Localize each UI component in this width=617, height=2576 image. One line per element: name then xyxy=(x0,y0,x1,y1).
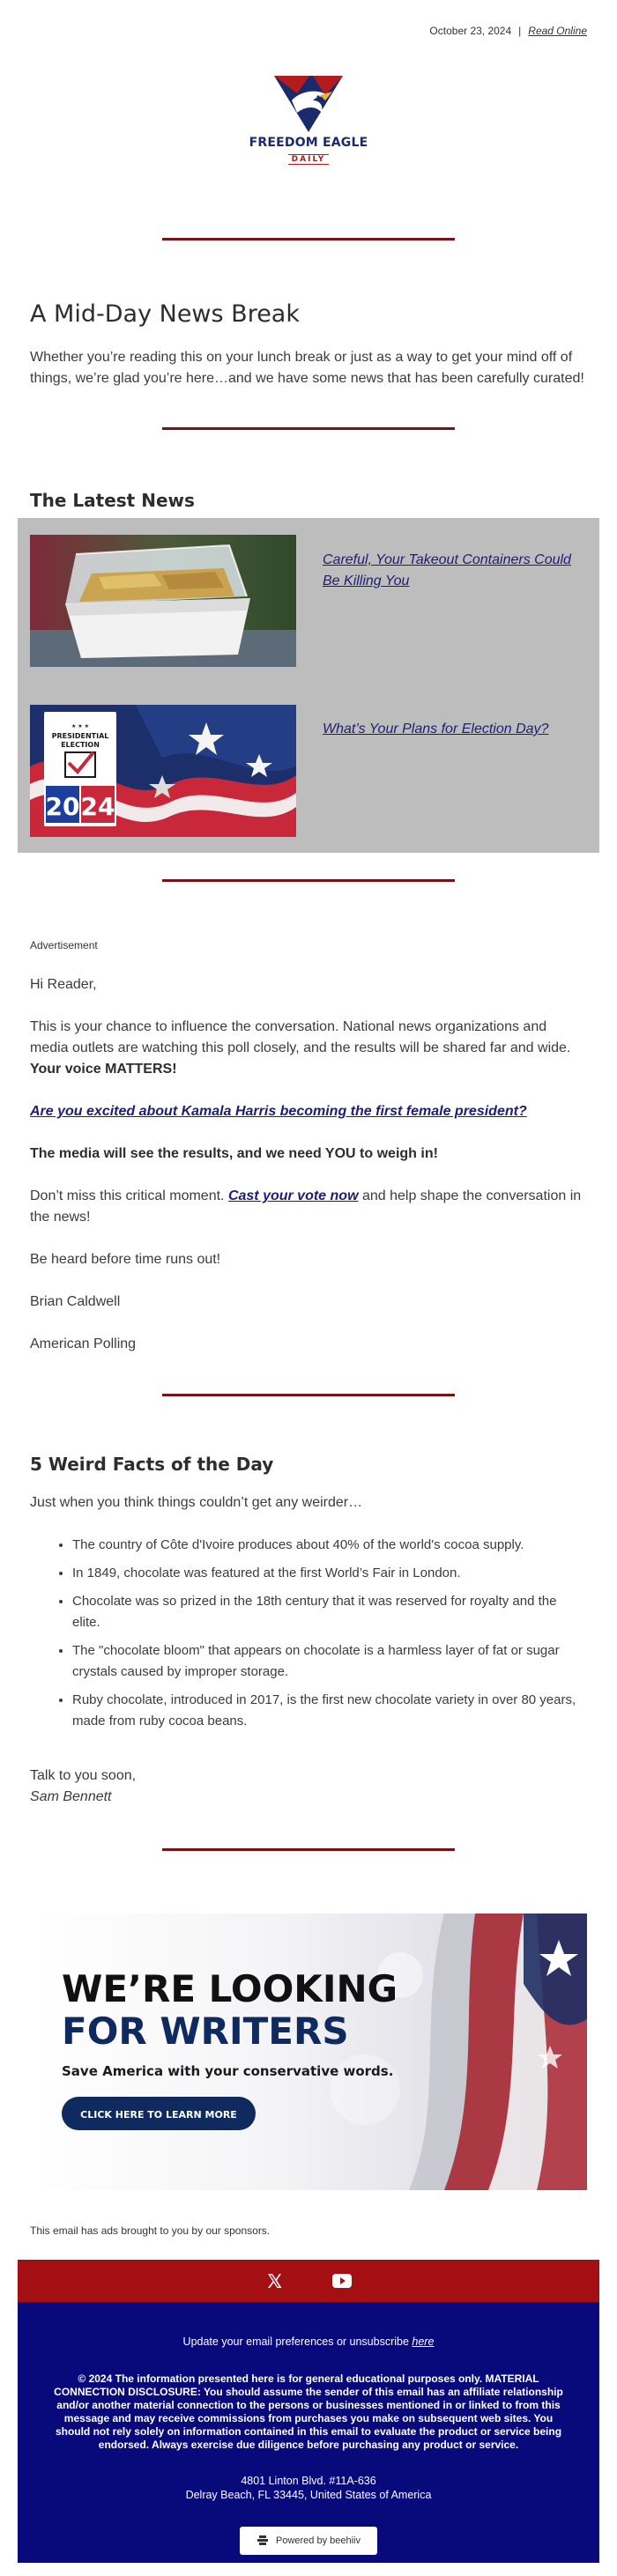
issue-date: October 23, 2024 xyxy=(429,25,512,37)
fact-item: • The "chocolate bloom" that appears on chocolate is a harmless layer of fat or sugar crystals caused by improper storage. xyxy=(72,1640,587,1683)
latest-news-title: The Latest News xyxy=(30,490,195,511)
unsubscribe-link[interactable]: here xyxy=(412,2335,435,2348)
ad-voice-matters: Your voice MATTERS! xyxy=(30,1062,177,1077)
writers-cta[interactable]: CLICK HERE TO LEARN MORE xyxy=(80,2109,237,2121)
divider-rule xyxy=(162,1394,455,1396)
brand-logo xyxy=(238,74,379,171)
top-bar xyxy=(0,0,617,35)
election-day-image[interactable] xyxy=(30,705,296,837)
election-year-left: 20 xyxy=(45,792,80,821)
youtube-icon[interactable] xyxy=(332,2274,352,2288)
ad-paragraph-1 xyxy=(30,1017,587,1080)
fact-item: • In 1849, chocolate was featured at the first World’s Fair in London. xyxy=(72,1563,587,1584)
cast-vote-link[interactable]: Cast your vote now xyxy=(227,1188,359,1203)
election-badge-line2: ELECTION xyxy=(61,741,100,749)
powered-by-text: Powered by beehiiv xyxy=(275,2535,361,2546)
divider-rule xyxy=(162,1848,455,1851)
fact-item: • The country of Côte d'Ivoire produces about 40% of the world's cocoa supply. xyxy=(72,1535,587,1556)
powered-by-badge[interactable] xyxy=(240,2527,377,2555)
writers-tagline: Save America with your conservative words. xyxy=(62,2063,394,2079)
facts-signoff: Talk to you soon, xyxy=(30,1768,137,1783)
footer-preferences xyxy=(53,2335,564,2349)
writers-line2: FOR WRITERS xyxy=(62,2010,349,2053)
writers-banner[interactable] xyxy=(30,1913,587,2190)
ad-paragraph-3-after: and help shape the conversation in the news! xyxy=(30,1188,582,1225)
ad-paragraph-3 xyxy=(30,1186,587,1228)
ad-signature-org: American Polling xyxy=(30,1336,137,1351)
divider-rule xyxy=(162,238,455,241)
read-online-link[interactable]: Read Online xyxy=(528,25,587,37)
writers-line1: WE’RE LOOKING xyxy=(62,1967,398,2010)
advertisement-label: Advertisement xyxy=(30,939,98,951)
ad-paragraph-4: Be heard before time runs out! xyxy=(30,1252,221,1267)
svg-text:★ ★ ★: ★ ★ ★ xyxy=(71,723,89,729)
takeout-container-image[interactable] xyxy=(30,535,296,667)
top-meta xyxy=(429,25,587,37)
sponsors-note: This email has ads brought to you by our sponsors. xyxy=(30,2224,271,2237)
news-link-election[interactable]: What’s Your Plans for Election Day? xyxy=(323,722,549,737)
footer-disclosure: © 2024 The information presented here is for general educational purposes only. MATERIAL CONNECTION DISCLOSURE: You should assume the sender of this email has an affiliate relationship and/or another material connection to the persons or businesses mentioned in or linked to from this message and may receive commissions from purchases you make on subsequent web sites. You should not rely solely on information contained in this email to evaluate the product or service being endorsed. Always exercise due diligence before purchasing any product or service. xyxy=(54,2372,563,2451)
divider-rule xyxy=(162,427,455,430)
facts-title: 5 Weird Facts of the Day xyxy=(30,1454,274,1475)
intro-paragraph: Whether you’re reading this on your lunch break or just as a way to get your mind off of things, we’re glad you’re here…and we have some news that has been carefully curated! xyxy=(30,350,584,386)
brand-subtitle: DAILY xyxy=(288,154,330,165)
meta-separator: | xyxy=(518,25,522,37)
election-badge-line1: PRESIDENTIAL xyxy=(51,732,109,740)
beehiiv-icon xyxy=(256,2535,269,2547)
footer-address-line2: Delray Beach, FL 33445, United States of America xyxy=(185,2489,432,2501)
latest-news-list xyxy=(18,518,599,853)
ad-greeting: Hi Reader, xyxy=(30,977,97,992)
poll-question-link[interactable]: Are you excited about Kamala Harris becoming the first female president? xyxy=(30,1104,527,1119)
eagle-logo-icon xyxy=(271,74,346,134)
ad-paragraph-1-text: This is your chance to influence the conversation. National news organizations and media outlets are watching this poll closely, and the results will be shared far and wide. xyxy=(30,1019,571,1055)
x-twitter-icon[interactable] xyxy=(266,2273,282,2289)
intro-title: A Mid-Day News Break xyxy=(30,300,300,328)
election-year-right: 24 xyxy=(80,792,115,821)
fact-item: • Chocolate was so prized in the 18th century that it was reserved for royalty and the elite. xyxy=(72,1591,587,1633)
ad-signature-name: Brian Caldwell xyxy=(30,1294,121,1309)
footer-address-line1: 4801 Linton Blvd. #11A-636 xyxy=(241,2475,376,2487)
facts-list xyxy=(30,1535,587,1739)
divider-rule xyxy=(162,879,455,882)
facts-intro: Just when you think things couldn’t get any weirder… xyxy=(30,1495,363,1510)
news-link-takeout[interactable]: Careful, Your Takeout Containers Could Be Killing You xyxy=(323,552,571,588)
footer xyxy=(18,2302,599,2563)
facts-author: Sam Bennett xyxy=(30,1789,112,1804)
social-bar xyxy=(18,2260,599,2302)
ad-paragraph-3-before: Don’t miss this critical moment. xyxy=(30,1188,228,1203)
brand-name: FREEDOM EAGLE xyxy=(249,136,368,150)
footer-preferences-text: Update your email preferences or unsubscribe xyxy=(182,2335,413,2348)
ad-media-line: The media will see the results, and we need YOU to weigh in! xyxy=(30,1146,438,1161)
fact-item: • Ruby chocolate, introduced in 2017, is the first new chocolate variety in over 80 years, made from ruby cocoa beans. xyxy=(72,1690,587,1732)
